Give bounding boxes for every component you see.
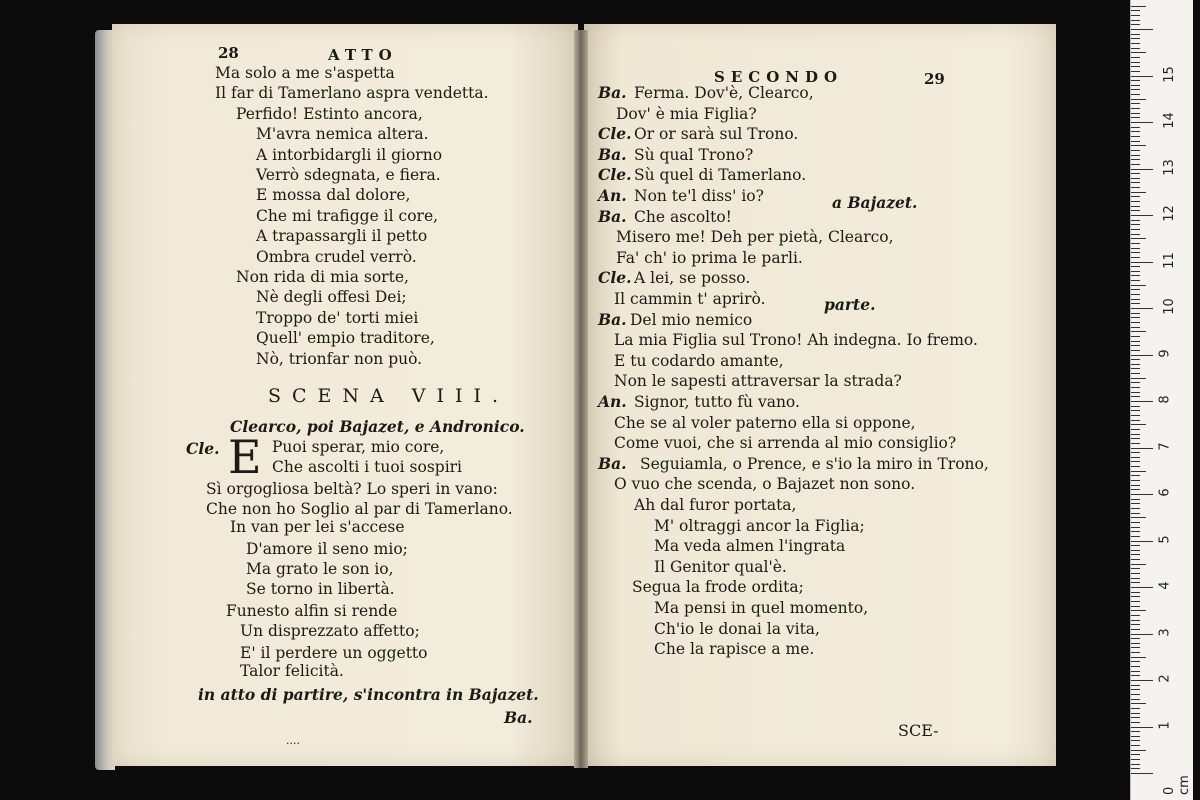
ruler-tick — [1131, 66, 1140, 67]
ruler-tick — [1131, 438, 1140, 439]
ruler-tick — [1131, 271, 1140, 272]
ruler-tick — [1131, 6, 1146, 7]
ruler-tick — [1131, 34, 1140, 35]
ruler-tick — [1131, 313, 1140, 314]
ruler-tick — [1131, 327, 1140, 328]
verse-line: Puoi sperar, mio core, — [272, 438, 445, 456]
ruler-tick — [1131, 43, 1140, 44]
ruler-tick — [1131, 141, 1140, 142]
ruler-tick — [1131, 252, 1140, 253]
dialogue-line: Or or sarà sul Trono. — [634, 125, 799, 144]
ruler-tick — [1131, 708, 1140, 709]
ruler-tick — [1131, 71, 1140, 72]
speaker-label: Ba. — [598, 453, 627, 473]
ruler-tick — [1131, 131, 1140, 132]
ruler-tick — [1131, 736, 1140, 737]
ruler-label: 9 — [1157, 348, 1173, 358]
ruler-tick — [1131, 238, 1146, 239]
ruler-tick — [1131, 578, 1140, 579]
ruler-tick — [1131, 745, 1140, 746]
ruler-tick — [1131, 341, 1140, 342]
dialogue-line: Ah dal furor portata, — [634, 496, 797, 514]
ruler-tick — [1131, 475, 1140, 476]
verse-line: Ma grato le son io, — [246, 560, 394, 578]
ruler-label: 15 — [1161, 65, 1177, 83]
ruler-tick — [1131, 303, 1140, 304]
ruler-tick — [1131, 57, 1140, 58]
ruler-tick — [1131, 503, 1140, 504]
ruler-tick — [1131, 527, 1140, 528]
ruler-tick — [1131, 703, 1146, 704]
left-running-head: ATTO — [328, 46, 398, 64]
ruler-tick — [1131, 666, 1140, 667]
ruler-tick — [1131, 624, 1140, 625]
dialogue-line: Che se al voler paterno ella si oppone, — [614, 413, 916, 432]
verse-line: Troppo de' torti miei — [256, 308, 419, 327]
ruler-tick — [1131, 410, 1140, 411]
verse-line: Nò, trionfar non può. — [256, 349, 423, 368]
ruler-tick — [1131, 466, 1140, 467]
ruler-tick — [1131, 722, 1140, 723]
ruler-tick — [1131, 215, 1153, 216]
ruler-tick — [1131, 489, 1140, 490]
speaker-label: Cle. — [598, 268, 632, 288]
dialogue-line: Ma veda almen l'ingrata — [654, 537, 846, 556]
ruler-tick — [1131, 461, 1140, 462]
dialogue-line: Ch'io le donai la vita, — [654, 619, 820, 638]
ruler-tick — [1131, 652, 1140, 653]
left-page-number: 28 — [218, 44, 239, 62]
ruler-tick — [1131, 685, 1140, 686]
scene-heading: SCENA VIII. — [268, 385, 510, 407]
stage-direction: in atto di partire, s'incontra in Bajazet. — [198, 685, 539, 704]
ruler-tick — [1131, 266, 1140, 267]
verse-line: Verrò sdegnata, e fiera. — [256, 166, 441, 184]
ruler-tick — [1131, 513, 1140, 514]
ruler-tick — [1131, 15, 1140, 16]
verse-line: Che non ho Soglio al par di Tamerlano. — [206, 500, 513, 518]
verse-line: Non rida di mia sorte, — [236, 268, 409, 286]
ruler-tick — [1131, 671, 1140, 672]
ruler-tick — [1131, 122, 1153, 123]
dialogue-line: E tu codardo amante, — [614, 351, 784, 370]
ruler-label: 3 — [1157, 627, 1173, 637]
ruler-tick — [1131, 52, 1146, 53]
verse-line: M'avra nemica altera. — [256, 125, 429, 144]
ruler-tick — [1131, 345, 1140, 346]
verse-line: Quell' empio traditore, — [256, 329, 435, 348]
verse-line: Che ascolti i tuoi sospiri — [272, 458, 463, 476]
verse-line: Il far di Tamerlano aspra vendetta. — [215, 84, 489, 103]
ruler-label: 7 — [1157, 441, 1173, 451]
ruler-tick — [1131, 596, 1140, 597]
verse-line: D'amore il seno mio; — [246, 540, 408, 558]
ruler-tick — [1131, 103, 1140, 104]
ruler-tick — [1131, 285, 1146, 286]
ruler-tick — [1131, 322, 1140, 323]
ruler-tick — [1131, 210, 1140, 211]
ruler-label: 13 — [1161, 158, 1177, 176]
ruler-tick — [1131, 10, 1140, 11]
ruler-tick — [1131, 731, 1140, 732]
ruler-tick — [1131, 99, 1146, 100]
verse-line: Se torno in libertà. — [246, 580, 395, 598]
ruler-tick — [1131, 48, 1140, 49]
dialogue-line: La mia Figlia sul Trono! Ah indegna. Io fremo. — [614, 331, 978, 350]
ruler-label: 8 — [1157, 395, 1173, 404]
ruler-tick — [1131, 359, 1140, 360]
ruler-tick — [1131, 262, 1153, 263]
ruler-tick — [1131, 248, 1140, 249]
ruler-tick — [1131, 610, 1146, 611]
speaker-label: Cle. — [598, 124, 632, 144]
ruler-label: 1 — [1157, 720, 1173, 730]
ruler-tick — [1131, 415, 1140, 416]
ruler-tick — [1131, 727, 1153, 728]
dialogue-line: Seguiamla, o Prence, e s'io la miro in Trono, — [640, 454, 989, 473]
ruler-label: 4 — [1157, 581, 1173, 590]
verse-line: Ombra crudel verrò. — [256, 247, 417, 266]
ruler-tick — [1131, 136, 1140, 137]
dialogue-line: Sù quel di Tamerlano. — [634, 166, 807, 185]
ruler-tick — [1131, 155, 1140, 156]
ruler-tick — [1131, 62, 1140, 63]
ruler-tick — [1131, 317, 1140, 318]
ruler-tick — [1131, 29, 1153, 30]
dialogue-line: Il Genitor qual'è. — [654, 557, 787, 576]
ruler-tick — [1131, 717, 1140, 718]
ruler-tick — [1131, 517, 1146, 518]
ruler-tick — [1131, 657, 1146, 658]
ruler-tick — [1131, 220, 1140, 221]
dialogue-line: Che la rapisce a me. — [654, 640, 815, 659]
ruler-tick — [1131, 452, 1140, 453]
ruler-tick — [1131, 429, 1140, 430]
ruler-tick — [1131, 76, 1153, 77]
ruler-tick — [1131, 550, 1140, 551]
right-page-number: 29 — [924, 70, 945, 88]
ruler-label: 12 — [1161, 205, 1177, 222]
aside-bajazet: a Bajazet. — [832, 193, 918, 212]
ruler-tick — [1131, 80, 1140, 81]
ruler-tick — [1131, 206, 1140, 207]
ruler-tick — [1131, 178, 1140, 179]
ruler-tick — [1131, 499, 1140, 500]
speaker-cle: Cle. — [186, 439, 220, 458]
ruler-tick — [1131, 150, 1140, 151]
ruler-label: 5 — [1157, 534, 1173, 544]
ruler-tick — [1131, 280, 1140, 281]
ruler-tick — [1131, 680, 1153, 681]
verse-line: E' il perdere un oggetto — [240, 644, 428, 662]
ruler-tick — [1131, 192, 1146, 193]
dialogue-line: Ma pensi in quel momento, — [654, 599, 869, 617]
speaker-label: Ba. — [598, 83, 627, 102]
measuring-ruler — [1130, 0, 1193, 800]
dialogue-line: Che ascolto! — [634, 207, 732, 226]
ruler-tick — [1131, 434, 1140, 435]
ruler-tick — [1131, 740, 1140, 741]
ruler-label: 10 — [1161, 298, 1177, 315]
ruler-tick — [1131, 554, 1140, 555]
ruler-tick — [1131, 187, 1140, 188]
ruler-tick — [1131, 396, 1140, 397]
ruler-tick — [1131, 699, 1140, 700]
ruler-tick — [1131, 448, 1153, 449]
ruler-tick — [1131, 89, 1140, 90]
dialogue-line: Fa' ch' io prima le parli. — [616, 248, 803, 267]
right-running-head: SECONDO — [714, 68, 844, 86]
ruler-tick — [1131, 615, 1140, 616]
dialogue-line: Misero me! Deh per pietà, Clearco, — [616, 228, 894, 247]
ruler-tick — [1131, 508, 1140, 509]
speaker-label: Ba. — [598, 144, 627, 164]
ruler-tick — [1131, 196, 1140, 197]
ruler-tick — [1131, 443, 1140, 444]
ruler-tick — [1131, 164, 1140, 165]
ruler-tick — [1131, 480, 1140, 481]
ruler-tick — [1131, 257, 1140, 258]
ruler-tick — [1131, 289, 1140, 290]
book-gutter — [574, 30, 588, 768]
ruler-label: 2 — [1157, 674, 1173, 683]
ruler-tick — [1131, 675, 1140, 676]
ruler-tick — [1131, 457, 1140, 458]
verse-line: A trapassargli il petto — [256, 227, 428, 246]
ruler-tick — [1131, 606, 1140, 607]
ruler-tick — [1131, 759, 1140, 760]
ruler-tick — [1131, 485, 1140, 486]
verse-line: Sì orgogliosa beltà? Lo speri in vano: — [206, 480, 498, 498]
ruler-tick — [1131, 308, 1153, 309]
ruler-tick — [1131, 401, 1153, 402]
ruler-tick — [1131, 182, 1140, 183]
ruler-tick — [1131, 541, 1153, 542]
ruler-tick — [1131, 420, 1140, 421]
ruler-tick — [1131, 38, 1140, 39]
ruler-tick — [1131, 587, 1153, 588]
ruler-tick — [1131, 387, 1140, 388]
ruler-tick — [1131, 629, 1140, 630]
ruler-tick — [1131, 336, 1140, 337]
ruler-label: 11 — [1161, 251, 1177, 269]
ruler-tick — [1131, 694, 1140, 695]
ruler-tick — [1131, 564, 1146, 565]
ruler-tick — [1131, 350, 1140, 351]
dialogue-line: Sù qual Trono? — [634, 145, 754, 164]
footer-mark: .... — [286, 734, 300, 747]
ruler-tick — [1131, 94, 1140, 95]
ruler-tick — [1131, 169, 1153, 170]
dialogue-line: Signor, tutto fù vano. — [634, 393, 800, 411]
dialogue-line: M' oltraggi ancor la Figlia; — [654, 516, 865, 535]
ruler-tick — [1131, 768, 1140, 769]
ruler-tick — [1131, 592, 1140, 593]
ruler-tick — [1131, 159, 1140, 160]
verse-line: Funesto alfin si rende — [226, 602, 398, 620]
dialogue-line: Il cammin t' aprirò. — [614, 290, 766, 308]
ruler-tick — [1131, 382, 1140, 383]
speaker-label: Cle. — [598, 165, 632, 185]
speaker-label: An. — [598, 186, 627, 205]
ruler-tick — [1131, 173, 1140, 174]
ruler-tick — [1131, 145, 1146, 146]
ruler-label: 6 — [1157, 488, 1173, 497]
dialogue-line: Come vuoi, che si arrenda al mio consiglio? — [614, 434, 957, 453]
aside-parte: parte. — [824, 295, 876, 314]
verse-line: Talor felicità. — [240, 662, 344, 680]
ruler-tick — [1131, 689, 1140, 690]
ruler-tick — [1131, 378, 1146, 379]
ruler-tick — [1131, 275, 1140, 276]
ruler-tick — [1131, 713, 1140, 714]
ruler-tick — [1131, 364, 1140, 365]
ruler-tick — [1131, 471, 1146, 472]
verse-line: Che mi trafigge il core, — [256, 206, 439, 225]
ruler-tick — [1131, 643, 1140, 644]
ruler-tick — [1131, 647, 1140, 648]
ruler-tick — [1131, 536, 1140, 537]
ruler-tick — [1131, 85, 1140, 86]
ruler-tick — [1131, 229, 1140, 230]
dialogue-line: Non te'l diss' io? — [634, 187, 764, 205]
verse-line: Nè degli offesi Dei; — [256, 288, 407, 307]
ruler-tick — [1131, 559, 1140, 560]
ruler-tick — [1131, 531, 1140, 532]
ruler-tick — [1131, 392, 1140, 393]
verse-line: E mossa dal dolore, — [256, 186, 411, 205]
ruler-tick — [1131, 582, 1140, 583]
ruler-tick — [1131, 545, 1140, 546]
ruler-tick — [1131, 494, 1153, 495]
dialogue-line: Ferma. Dov'è, Clearco, — [634, 84, 814, 102]
speaker-label: An. — [598, 392, 627, 411]
verse-line: Perfido! Estinto ancora, — [236, 104, 423, 123]
speaker-label: Ba. — [598, 309, 627, 329]
ruler-label: 0 cm — [1162, 775, 1192, 795]
drop-cap: E — [228, 430, 262, 484]
ruler-tick — [1131, 661, 1140, 662]
verse-line: In van per lei s'accese — [230, 518, 405, 536]
dialogue-line: Dov' è mia Figlia? — [616, 104, 757, 123]
ruler-tick — [1131, 243, 1140, 244]
left-catchword: Ba. — [504, 708, 533, 727]
ruler-tick — [1131, 234, 1140, 235]
dialogue-line: O vuo che scenda, o Bajazet non sono. — [614, 475, 916, 494]
ruler-tick — [1131, 406, 1140, 407]
verse-line: Un disprezzato affetto; — [240, 622, 420, 640]
right-catchword: SCE- — [898, 721, 939, 740]
dialogue-line: Del mio nemico — [630, 310, 753, 329]
ruler-tick — [1131, 764, 1140, 765]
ruler-tick — [1131, 601, 1140, 602]
ruler-tick — [1131, 299, 1140, 300]
ruler-tick — [1131, 108, 1140, 109]
ruler-tick — [1131, 24, 1140, 25]
ruler-tick — [1131, 201, 1140, 202]
ruler-tick — [1131, 113, 1140, 114]
ruler-tick — [1131, 773, 1153, 774]
dialogue-line: Non le sapesti attraversar la strada? — [614, 372, 902, 391]
ruler-tick — [1131, 117, 1140, 118]
ruler-tick — [1131, 573, 1140, 574]
verse-line: Ma solo a me s'aspetta — [215, 64, 395, 82]
ruler-tick — [1131, 224, 1140, 225]
ruler-tick — [1131, 754, 1140, 755]
ruler-tick — [1131, 331, 1146, 332]
scene-persons: Clearco, poi Bajazet, e Andronico. — [230, 417, 525, 436]
verse-line: A intorbidargli il giorno — [256, 145, 443, 164]
ruler-tick — [1131, 127, 1140, 128]
dialogue-line: A lei, se posso. — [634, 269, 751, 288]
ruler-tick — [1131, 294, 1140, 295]
ruler-tick — [1131, 638, 1140, 639]
ruler-tick — [1131, 355, 1153, 356]
ruler-tick — [1131, 568, 1140, 569]
ruler-tick — [1131, 620, 1140, 621]
speaker-label: Ba. — [598, 206, 627, 226]
ruler-tick — [1131, 750, 1146, 751]
ruler-tick — [1131, 424, 1146, 425]
ruler-tick — [1131, 634, 1153, 635]
ruler-tick — [1131, 368, 1140, 369]
ruler-tick — [1131, 373, 1140, 374]
ruler-label: 14 — [1161, 112, 1177, 129]
dialogue-line: Segua la frode ordita; — [632, 578, 804, 597]
ruler-tick — [1131, 522, 1140, 523]
ruler-tick — [1131, 20, 1140, 21]
